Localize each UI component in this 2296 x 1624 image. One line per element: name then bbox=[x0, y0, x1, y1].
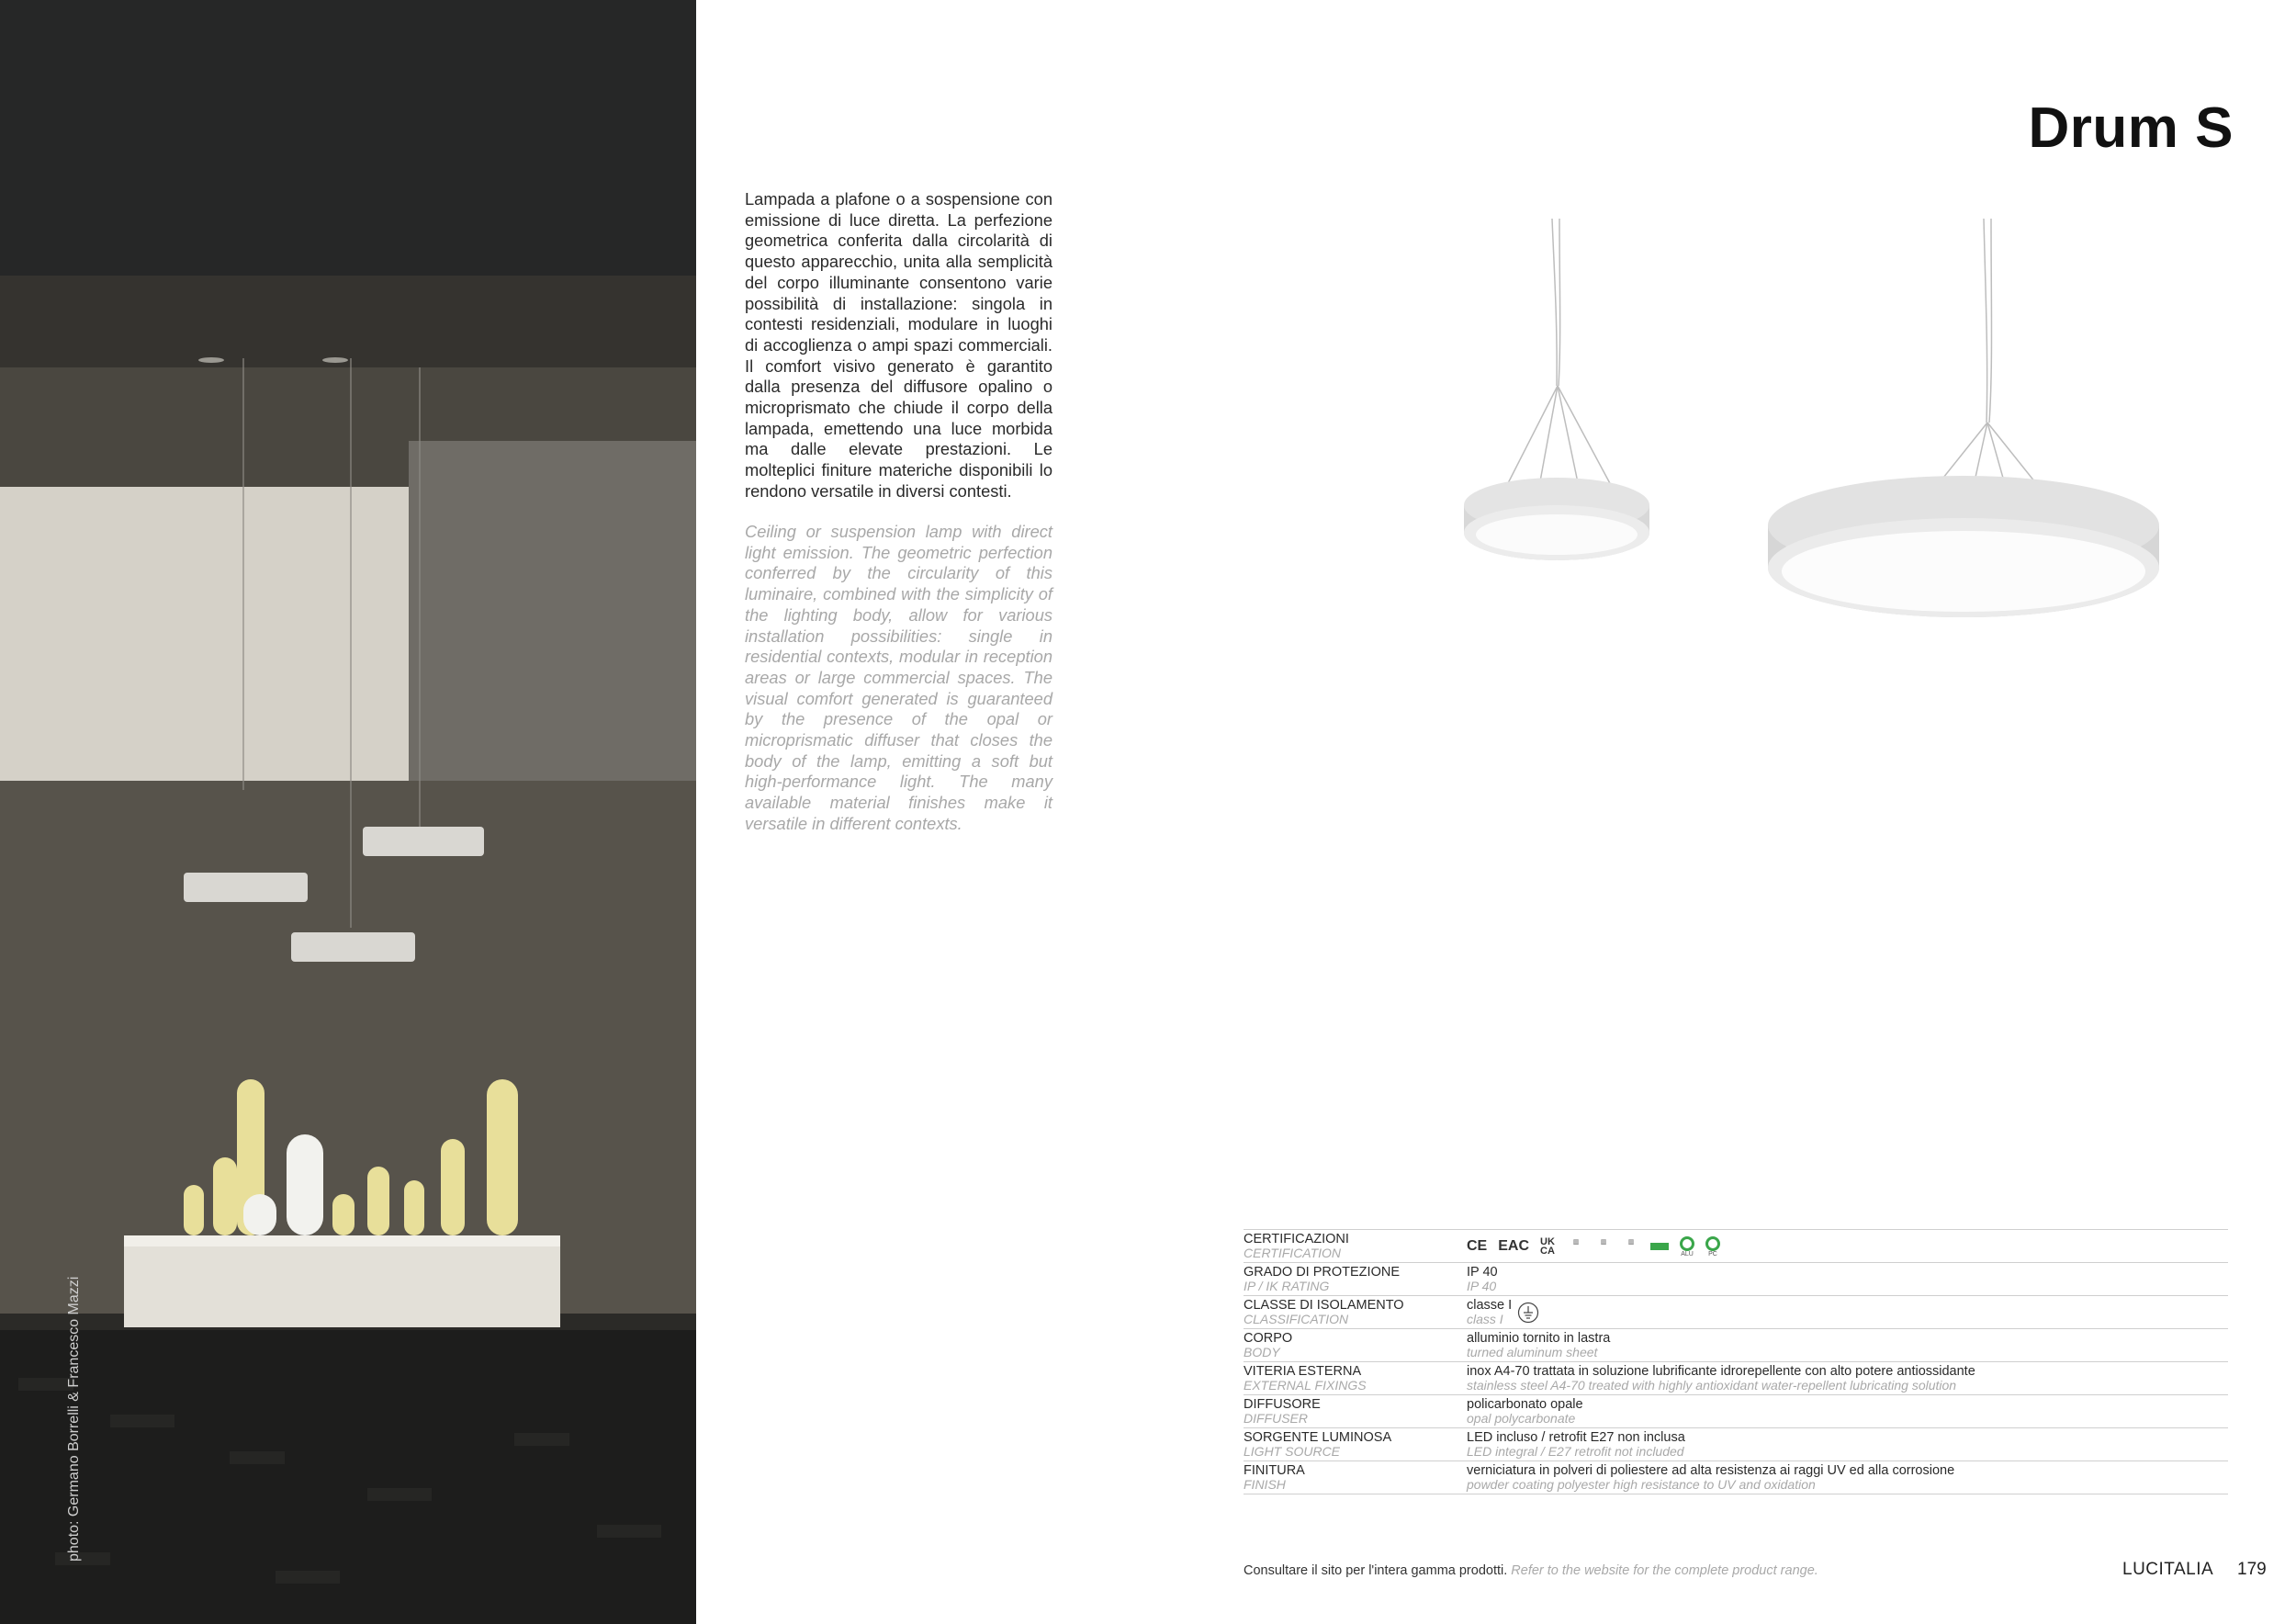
specifications-table bbox=[1244, 1229, 2228, 1494]
spec-label-it: VITERIA ESTERNA bbox=[1244, 1364, 1362, 1379]
ukca-mark-icon: UK CA bbox=[1540, 1236, 1555, 1257]
spec-value-it: LED incluso / retrofit E27 non inclusa bbox=[1467, 1430, 1685, 1445]
cert-mark-icon: ▥ bbox=[1600, 1239, 1607, 1246]
footer-note-it: Consultare il sito per l'intera gamma prodotti. bbox=[1244, 1563, 1508, 1578]
drum-lamps-illustration bbox=[1451, 211, 2204, 625]
eac-mark-icon: EAC bbox=[1498, 1238, 1530, 1254]
recycle-pc-icon bbox=[1705, 1236, 1720, 1257]
spec-value-it: alluminio tornito in lastra bbox=[1467, 1331, 1611, 1346]
spec-value-en: turned aluminum sheet bbox=[1467, 1345, 1598, 1359]
recycle-alu-icon bbox=[1680, 1236, 1694, 1257]
spec-label-it: CLASSE DI ISOLAMENTO bbox=[1244, 1298, 1404, 1313]
spec-row-certification bbox=[1244, 1230, 2228, 1263]
photo-credit: photo: Germano Borrelli & Francesco Mazzi bbox=[66, 1276, 82, 1562]
description-english: Ceiling or suspension lamp with direct light emission. The geometric perfection conferred by the circularity of this luminaire, combined with the simplicity of the lighting body, allow for various installation possibilities: single in residential contexts, modular in reception areas or large commercial spaces. The visual comfort generated is guaranteed by the presence of the opal or microprismatic diffuser that closes the body of the lamp, emitting a soft but high-performance light. The many available material finishes make it versatile in different contexts. bbox=[745, 522, 1052, 833]
spec-label-en: LIGHT SOURCE bbox=[1244, 1444, 1341, 1459]
spec-value-en: IP 40 bbox=[1467, 1279, 1497, 1293]
spec-value-it: classe I bbox=[1467, 1298, 1513, 1313]
earth-ground-icon bbox=[1517, 1302, 1539, 1324]
spec-label-it: CORPO bbox=[1244, 1331, 1293, 1346]
spec-value-en: stainless steel A4-70 treated with highly antioxidant water-repellent lubricating solution bbox=[1467, 1378, 1957, 1393]
cert-mark-icon: ▥ bbox=[1627, 1239, 1635, 1246]
footer-note bbox=[1244, 1563, 1818, 1578]
spec-value-en: LED integral / E27 retrofit not included bbox=[1467, 1444, 1684, 1459]
spec-value-it: IP 40 bbox=[1467, 1265, 1498, 1280]
spec-row-external-fixings bbox=[1244, 1362, 2228, 1395]
ce-mark-icon: CE bbox=[1467, 1238, 1488, 1254]
spec-value-en: class I bbox=[1467, 1312, 1503, 1326]
product-image bbox=[1451, 211, 2204, 625]
spec-value-en: powder coating polyester high resistance to UV and oxidation bbox=[1467, 1477, 1816, 1492]
spec-value-it: verniciatura in polveri di poliestere ad alta resistenza ai raggi UV ed alla corrosione bbox=[1467, 1463, 1955, 1478]
spec-label-it: FINITURA bbox=[1244, 1463, 1305, 1478]
spec-label-it: GRADO DI PROTEZIONE bbox=[1244, 1265, 1400, 1280]
spec-value-en: opal polycarbonate bbox=[1467, 1411, 1576, 1426]
brand-name: LUCITALIA bbox=[2122, 1560, 2214, 1579]
spec-label-en: IP / IK RATING bbox=[1244, 1279, 1330, 1293]
spec-label-en: DIFFUSER bbox=[1244, 1411, 1308, 1426]
spec-row-diffuser bbox=[1244, 1395, 2228, 1428]
recycle-pc-label: PC bbox=[1708, 1250, 1717, 1257]
spec-label-en: FINISH bbox=[1244, 1477, 1286, 1492]
spec-value-it: policarbonato opale bbox=[1467, 1397, 1583, 1412]
cert-mark-icon: ▥ bbox=[1572, 1239, 1580, 1246]
spec-value-it: inox A4-70 trattata in soluzione lubrificante idrorepellente con alto potere antiossidante bbox=[1467, 1364, 1975, 1379]
spec-row-light-source bbox=[1244, 1428, 2228, 1461]
spec-label-it: SORGENTE LUMINOSA bbox=[1244, 1430, 1392, 1445]
footer-note-en: Refer to the website for the complete product range. bbox=[1511, 1563, 1818, 1578]
photo-illustration bbox=[0, 0, 696, 1624]
page-number: 179 bbox=[2237, 1560, 2267, 1579]
recycle-alu-label: ALU bbox=[1681, 1250, 1694, 1257]
spec-row-classification bbox=[1244, 1296, 2228, 1329]
energy-label-icon bbox=[1650, 1243, 1669, 1250]
spec-row-ip-rating bbox=[1244, 1263, 2228, 1296]
certification-marks bbox=[1467, 1233, 2228, 1260]
spec-label-en: BODY bbox=[1244, 1345, 1280, 1359]
description-italian: Lampada a plafone o a sospensione con emissione di luce diretta. La perfezione geometrica conferita dalla circolarità di questo apparecchio, unita alla semplicità del corpo illuminante consentono varie possibilità di installazione: singola in contesti residenziali, modulare in luoghi di accoglienza o ampi spazi commerciali. Il comfort visivo generato è garantito dalla presenza del diffusore opalino o microprismato che chiude il corpo della lampada, emettendo una luce morbida ma dalle elevate prestazioni. Le molteplici finiture materiche disponibili lo rendono versatile in diversi contesti. bbox=[745, 189, 1052, 501]
spec-label-en: CLASSIFICATION bbox=[1244, 1312, 1349, 1326]
spec-label-it: DIFFUSORE bbox=[1244, 1397, 1321, 1412]
spec-label-it: CERTIFICAZIONI bbox=[1244, 1232, 1349, 1246]
ambient-photo bbox=[0, 0, 696, 1624]
spec-row-body bbox=[1244, 1329, 2228, 1362]
spec-row-finish bbox=[1244, 1461, 2228, 1494]
spec-label-en: CERTIFICATION bbox=[1244, 1246, 1342, 1260]
spec-label-en: EXTERNAL FIXINGS bbox=[1244, 1378, 1367, 1393]
product-title: Drum S bbox=[2028, 96, 2234, 160]
